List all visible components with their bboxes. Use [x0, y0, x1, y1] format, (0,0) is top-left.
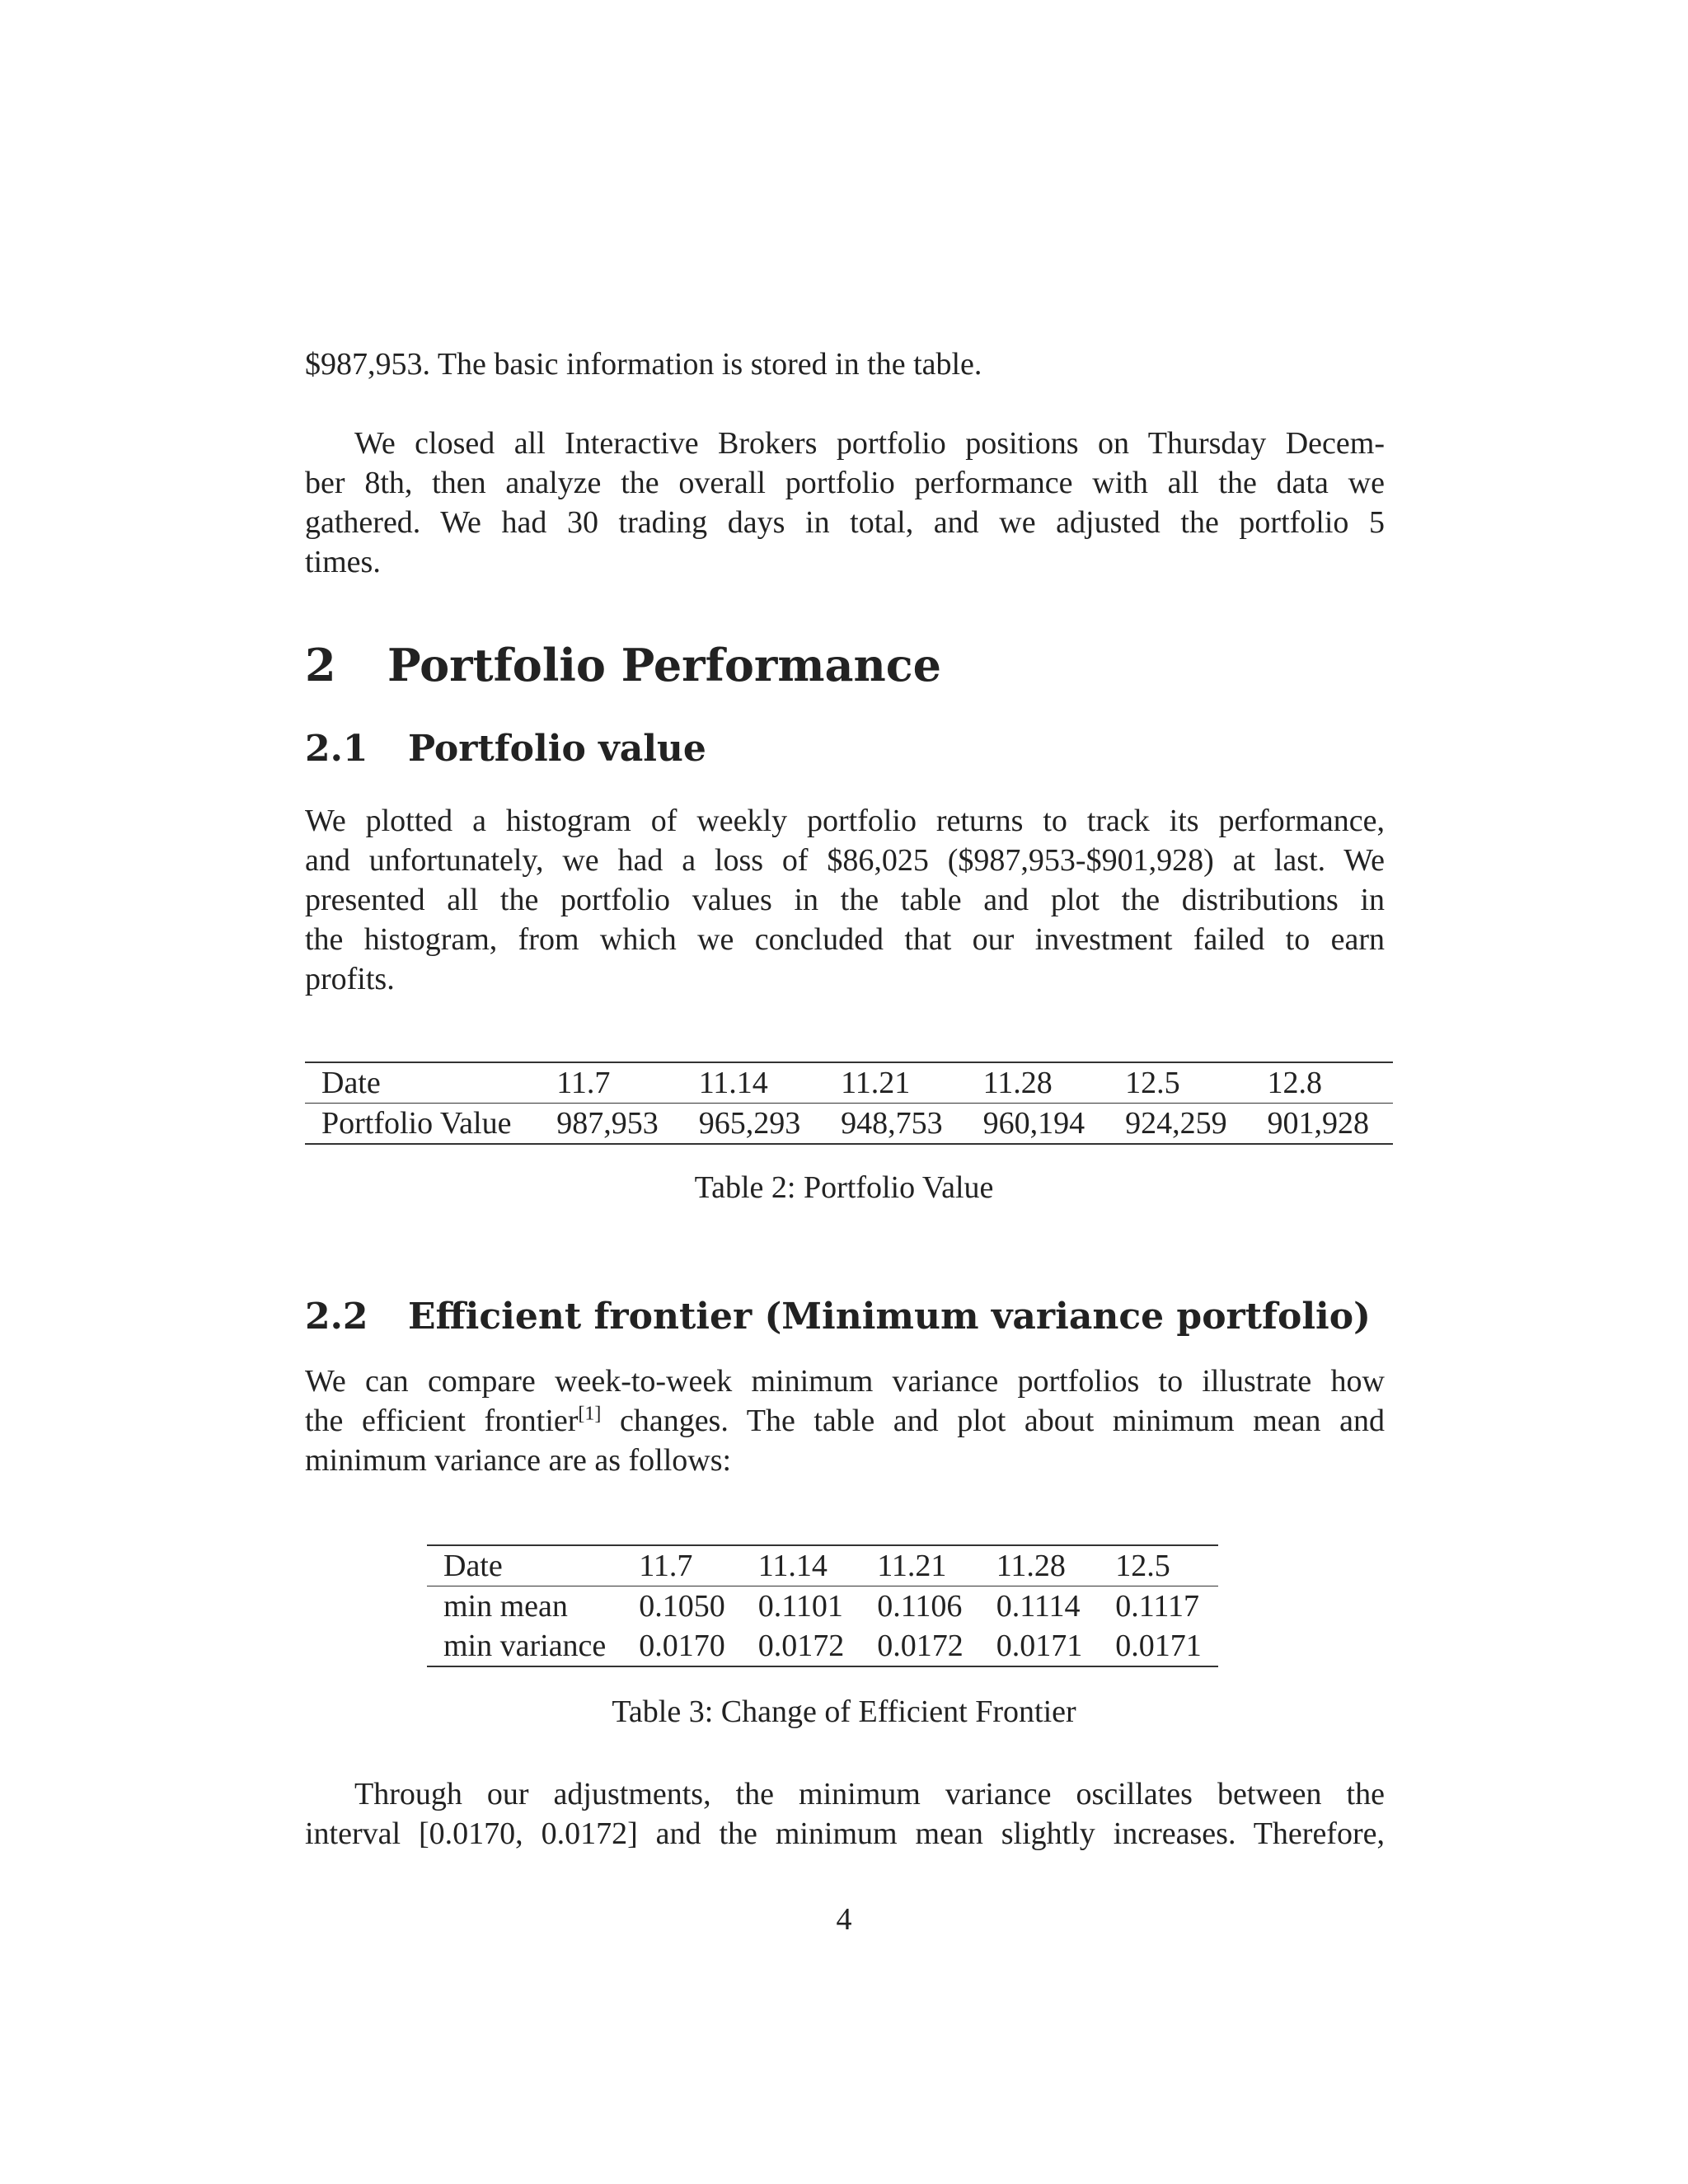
subsection-title: Portfolio value: [408, 728, 706, 770]
table-cell: 987,953: [540, 1104, 682, 1145]
paragraph-line: Through our adjustments, the minimum variance oscillates between the: [354, 1777, 1385, 1811]
page-number: 4: [836, 1902, 852, 1937]
paragraph-text: the efficient frontier: [305, 1404, 579, 1438]
paragraph-line: We plotted a histogram of weekly portfolio returns to track its performance,: [305, 804, 1385, 838]
table-cell: 0.0170: [622, 1626, 742, 1666]
table-cell: 0.0172: [742, 1626, 861, 1666]
portfolio-value-paragraph: [305, 801, 1385, 999]
table-cell: 0.1050: [622, 1586, 742, 1627]
table-header-cell: 12.5: [1099, 1545, 1218, 1586]
table-cell: 0.0171: [980, 1626, 1100, 1666]
subsection-number: 2.1: [305, 728, 368, 770]
table-2-caption: Table 2: Portfolio Value: [694, 1170, 994, 1205]
table-header-cell: 11.21: [824, 1062, 966, 1104]
table-header-cell: Date: [305, 1062, 540, 1104]
table-header-cell: 11.14: [682, 1062, 824, 1104]
paragraph-line: We can compare week-to-week minimum variance portfolios to illustrate how: [305, 1364, 1385, 1399]
subsection-title: Efficient frontier (Minimum variance portfolio): [408, 1296, 1371, 1338]
table-cell: 948,753: [824, 1104, 966, 1145]
table-cell: 965,293: [682, 1104, 824, 1145]
table-header-cell: 11.7: [622, 1545, 742, 1586]
efficient-frontier-paragraph: [305, 1361, 1385, 1480]
table-header-row: [305, 1062, 1393, 1104]
table-cell: 0.0171: [1099, 1626, 1218, 1666]
citation-ref[interactable]: [1]: [578, 1403, 602, 1425]
table-3-caption: Table 3: Change of Efficient Frontier: [612, 1694, 1076, 1729]
section-heading: [305, 639, 941, 691]
table-header-cell: 12.8: [1251, 1062, 1393, 1104]
intro-text: $987,953. The basic information is stored in the table.: [305, 347, 982, 382]
table-row: [427, 1626, 1218, 1666]
paragraph-line: minimum variance are as follows:: [305, 1443, 732, 1478]
table-cell: 0.1117: [1099, 1586, 1218, 1627]
table-header-cell: Date: [427, 1545, 622, 1586]
closing-paragraph: [305, 1774, 1385, 1854]
paragraph-line: interval [0.0170, 0.0172] and the minimum mean slightly increases. Therefore,: [305, 1816, 1385, 1851]
table-row: [427, 1586, 1218, 1627]
table-header-row: [427, 1545, 1218, 1586]
table-cell: 960,194: [967, 1104, 1109, 1145]
subsection-heading-2-2: [305, 1295, 1371, 1339]
paragraph-line: the histogram, from which we concluded that our investment failed to earn: [305, 922, 1385, 957]
paragraph-line: profits.: [305, 962, 395, 996]
table-cell: Portfolio Value: [305, 1104, 540, 1145]
intro-paragraph-line: gathered. We had 30 trading days in total, and we adjusted the portfolio 5: [305, 505, 1385, 540]
table-cell: 0.1101: [742, 1586, 861, 1627]
table-header-cell: 11.14: [742, 1545, 861, 1586]
table-header-cell: 11.7: [540, 1062, 682, 1104]
table-row: [305, 1104, 1393, 1145]
table-header-cell: 11.21: [860, 1545, 980, 1586]
table-header-cell: 11.28: [967, 1062, 1109, 1104]
paragraph-line: and unfortunately, we had a loss of $86,025 ($987,953-$901,928) at last. We: [305, 843, 1385, 878]
paragraph-text: changes. The table and plot about minimum mean and: [601, 1404, 1385, 1438]
section-title: Portfolio Performance: [387, 639, 941, 691]
table-cell: 0.1106: [860, 1586, 980, 1627]
paragraph-line: [305, 1401, 1385, 1441]
intro-line: [305, 344, 1385, 384]
paragraph-line: presented all the portfolio values in the table and plot the distributions in: [305, 883, 1385, 917]
table-header-cell: 11.28: [980, 1545, 1100, 1586]
subsection-number: 2.2: [305, 1296, 368, 1338]
intro-paragraph-line: times.: [305, 545, 381, 579]
efficient-frontier-table: [427, 1544, 1218, 1667]
table-cell: 901,928: [1251, 1104, 1393, 1145]
table-cell: 0.1114: [980, 1586, 1100, 1627]
section-number: 2: [305, 639, 336, 691]
table-cell: min variance: [427, 1626, 622, 1666]
table-cell: min mean: [427, 1586, 622, 1627]
table-cell: 924,259: [1109, 1104, 1250, 1145]
table-cell: 0.0172: [860, 1626, 980, 1666]
intro-paragraph: [305, 424, 1385, 582]
intro-paragraph-line: We closed all Interactive Brokers portfolio positions on Thursday Decem-: [354, 426, 1385, 461]
subsection-heading-2-1: [305, 727, 706, 771]
table-header-cell: 12.5: [1109, 1062, 1250, 1104]
portfolio-value-table: [305, 1062, 1393, 1145]
intro-paragraph-line: ber 8th, then analyze the overall portfolio performance with all the data we: [305, 466, 1385, 500]
